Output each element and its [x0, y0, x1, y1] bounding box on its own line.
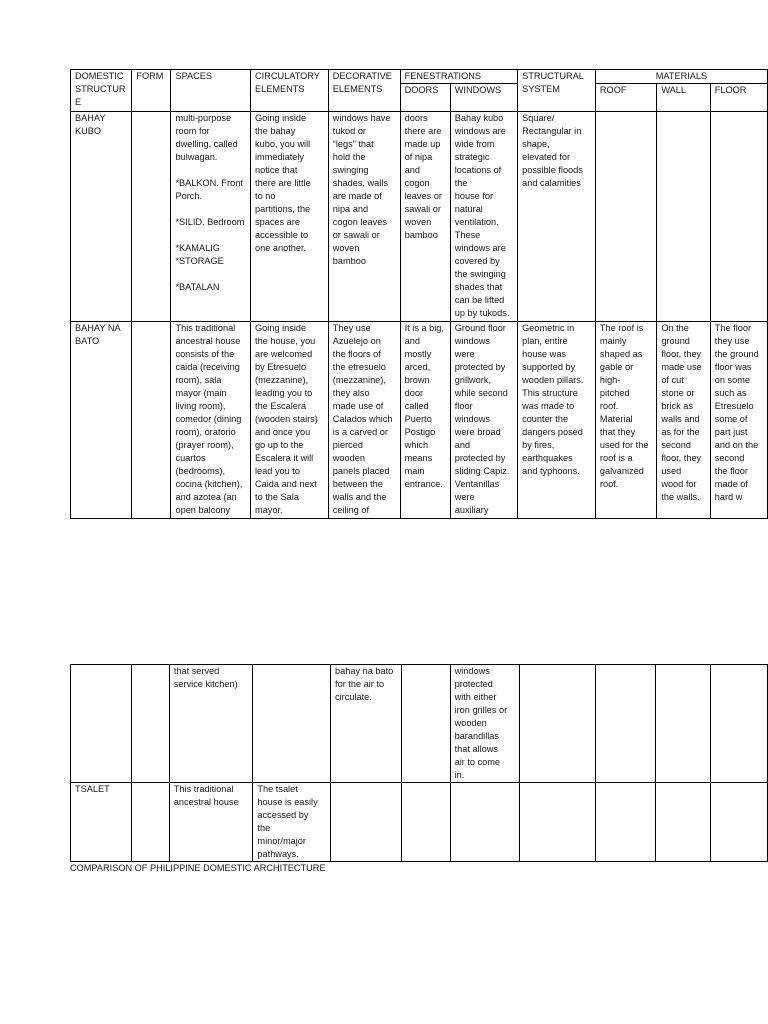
cell-spaces: This traditional ancestral house consists of the caida (receiving room), sala mayor (main living room), comedor (dining room), oratorio (prayer room), cuartos (bedrooms), cocina (kitchen), and azotea (an open balcony	[171, 322, 251, 519]
table-row-tsalet	[71, 783, 768, 862]
table-caption: COMPARISON OF PHILIPPINE DOMESTIC ARCHITECTURE	[70, 863, 326, 873]
cell-doors: It is a big, and mostly arced, brown door called Puerto Postigo which means main entrance.	[400, 322, 450, 519]
cell-structural: Square/ Rectangular in shape, elevated for possible floods and calamities	[518, 112, 596, 322]
header-row-1	[71, 70, 768, 84]
cell-circulatory	[253, 665, 331, 783]
header-doors: DOORS	[400, 84, 450, 112]
header-windows: WINDOWS	[450, 84, 517, 112]
header-decorative-elements: DECORATIVE ELEMENTS	[328, 70, 400, 112]
cell-decorative: They use Azuelejo on the floors of the etresuelo (mezzanine), they also made use of Calados which is a carved or pierced wooden panels placed between the walls and the ceiling of	[328, 322, 400, 519]
header-circulatory-elements: CIRCULATORY ELEMENTS	[251, 70, 329, 112]
cell-spaces: This traditional ancestral house	[169, 783, 253, 862]
cell-floor	[710, 112, 767, 322]
cell-structure-name: TSALET	[71, 783, 132, 862]
cell-floor	[711, 665, 768, 783]
header-floor: FLOOR	[710, 84, 767, 112]
header-materials: MATERIALS	[595, 70, 767, 84]
cell-windows: Bahay kubo windows are wide from strategic locations of the house for natural ventilation. These windows are covered by the swinging shades that can be lifted up by tukods.	[450, 112, 517, 322]
cell-roof	[595, 112, 656, 322]
cell-doors	[402, 665, 450, 783]
header-form: FORM	[132, 70, 171, 112]
cell-form	[132, 322, 171, 519]
cell-roof	[595, 783, 655, 862]
header-wall: WALL	[657, 84, 710, 112]
cell-decorative	[331, 783, 402, 862]
header-domestic-structure: DOMESTIC STRUCTUR E	[71, 70, 132, 112]
cell-decorative: windows have tukod or “legs” that hold the swinging shades, walls are made of nipa and cogon leaves or sawali or woven bamboo	[328, 112, 400, 322]
cell-windows	[450, 783, 520, 862]
table-row-bahay-na-bato	[71, 322, 768, 519]
table-row-bahay-kubo	[71, 112, 768, 322]
header-fenestrations: FENESTRATIONS	[400, 70, 517, 84]
header-spaces: SPACES	[171, 70, 251, 112]
cell-structural	[520, 665, 595, 783]
header-roof: ROOF	[595, 84, 656, 112]
cell-structural: Geometric in plan, entire house was supported by wooden pillars. This structure was made to counter the dangers posed by fires, earthquakes and typhoons.	[518, 322, 596, 519]
cell-roof	[595, 665, 655, 783]
cell-structural	[520, 783, 595, 862]
cell-wall	[656, 665, 711, 783]
cell-circulatory: Going inside the bahay kubo, you will immediately notice that there are little to no partitions, the spaces are accessible to one another.	[251, 112, 329, 322]
cell-structure-name	[71, 665, 132, 783]
cell-structure-name: BAHAY KUBO	[71, 112, 132, 322]
cell-wall	[657, 112, 710, 322]
cell-form	[131, 665, 169, 783]
cell-spaces: multi-purpose room for dwelling, called bulwagan. *BALKON. Front Porch. *SILID. Bedroom *KAMALIG *STORAGE *BATALAN	[171, 112, 251, 322]
cell-floor: The floor they use the ground floor was on some such as Etresuelo some of part just and on the second the floor made of hard w	[710, 322, 767, 519]
header-structural-system: STRUCTURAL SYSTEM	[518, 70, 596, 112]
cell-wall: On the ground floor, they made use of cut stone or brick as walls and as for the second floor, they used wood for the walls.	[657, 322, 710, 519]
cell-wall	[656, 783, 711, 862]
cell-structure-name: BAHAY NA BATO	[71, 322, 132, 519]
cell-circulatory: The tsalet house is easily accessed by the minor/major pathways.	[253, 783, 331, 862]
comparison-table-bottom	[70, 664, 768, 862]
cell-windows: Ground floor windows were protected by grillwork, while second floor windows were broad and protected by sliding Capiz. Ventanillas were auxiliary	[450, 322, 517, 519]
cell-form	[132, 112, 171, 322]
cell-windows: windows protected with either iron grilles or wooden barandillas that allows air to come in.	[450, 665, 520, 783]
cell-circulatory: Going inside the house, you are welcomed by Etresuelo (mezzanine), leading you to the Escalera (wooden stairs) and once you go up to the Escalera it will lead you to Caida and next to the Sala mayor.	[251, 322, 329, 519]
comparison-table-top	[70, 69, 768, 519]
table-row-continued	[71, 665, 768, 783]
cell-form	[131, 783, 169, 862]
cell-roof: The roof is mainly shaped as gable or high- pitched roof. Material that they used for the roof is a galvanized roof.	[595, 322, 656, 519]
cell-doors	[402, 783, 450, 862]
cell-floor	[711, 783, 768, 862]
cell-spaces: that served service kitchen)	[169, 665, 253, 783]
cell-doors: doors there are made up of nipa and cogon leaves or sawali or woven bamboo	[400, 112, 450, 322]
cell-decorative: bahay na bato for the air to circulate.	[331, 665, 402, 783]
